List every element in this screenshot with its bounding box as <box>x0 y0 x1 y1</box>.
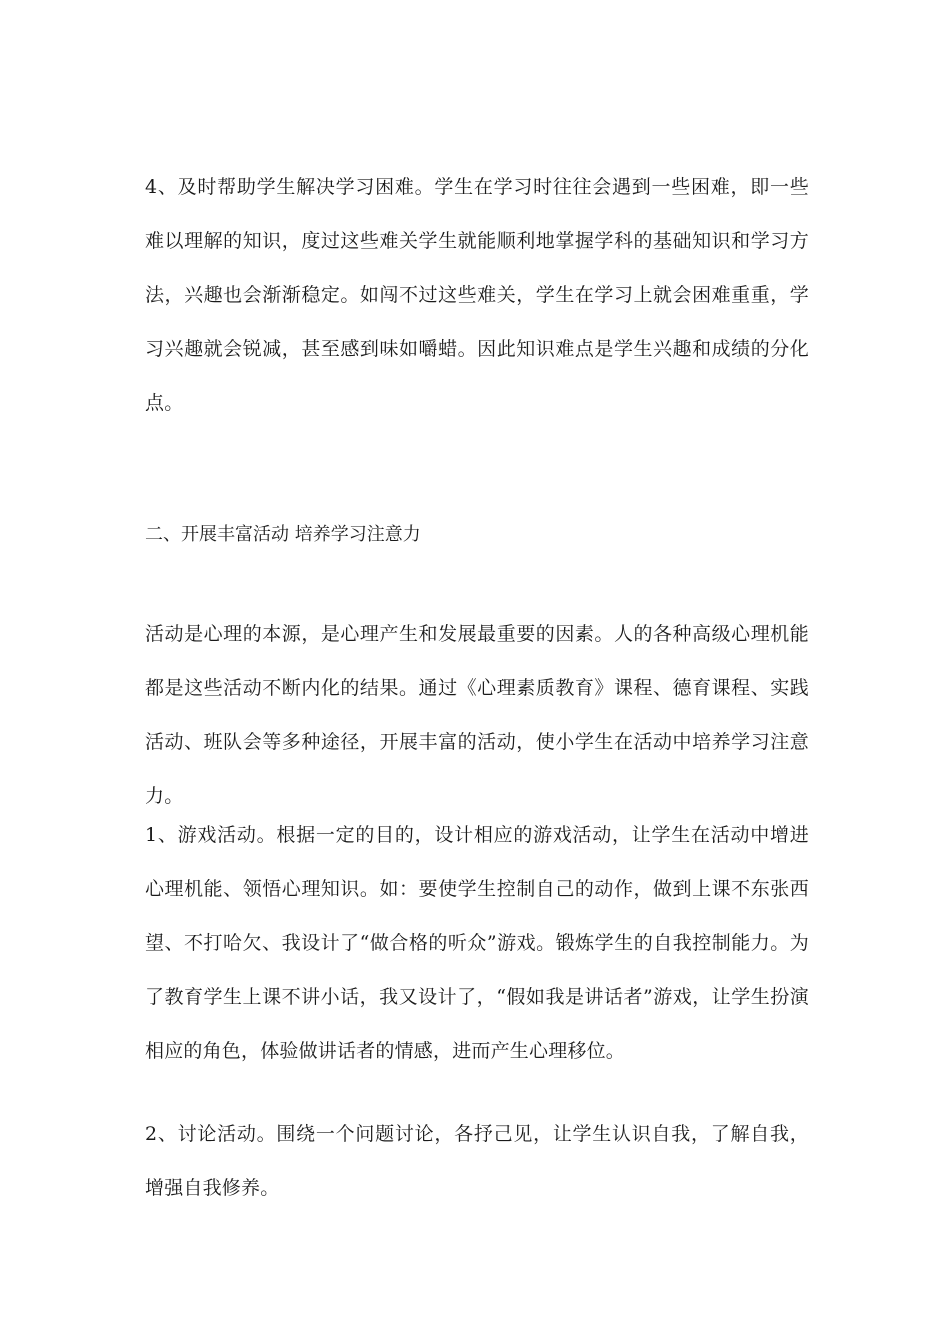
paragraph-item-1: 1、游戏活动。根据一定的目的，设计相应的游戏活动，让学生在活动中增进心理机能、领悟心理知识。如：要使学生控制自己的动作，做到上课不东张西望、不打哈欠、我设计了“做合格的听众”游戏。锻炼学生的自我控制能力。为了教育学生上课不讲小话，我又设计了，“假如我是讲话者”游戏，让学生扮演相应的角色，体验做讲话者的情感，进而产生心理移位。 <box>145 824 809 1062</box>
intro-paragraph: 活动是心理的本源，是心理产生和发展最重要的因素。人的各种高级心理机能都是这些活动不断内化的结果。通过《心理素质教育》课程、德育课程、实践活动、班队会等多种途径，开展丰富的活动，使小学生在活动中培养学习注意力。 <box>145 623 809 807</box>
paragraph-item-2: 2、讨论活动。围绕一个问题讨论，各抒己见，让学生认识自我，了解自我，增强自我修养。 <box>145 1123 809 1199</box>
section-heading: 二、开展丰富活动 培养学习注意力 <box>145 524 421 545</box>
paragraph-point-4: 4、及时帮助学生解决学习困难。学生在学习时往往会遇到一些困难，即一些难以理解的知识，度过这些难关学生就能顺利地掌握学科的基础知识和学习方法，兴趣也会渐渐稳定。如闯不过这些难关，学生在学习上就会困难重重，学习兴趣就会锐减，甚至感到味如嚼蜡。因此知识难点是学生兴趣和成绩的分化点。 <box>145 176 809 414</box>
